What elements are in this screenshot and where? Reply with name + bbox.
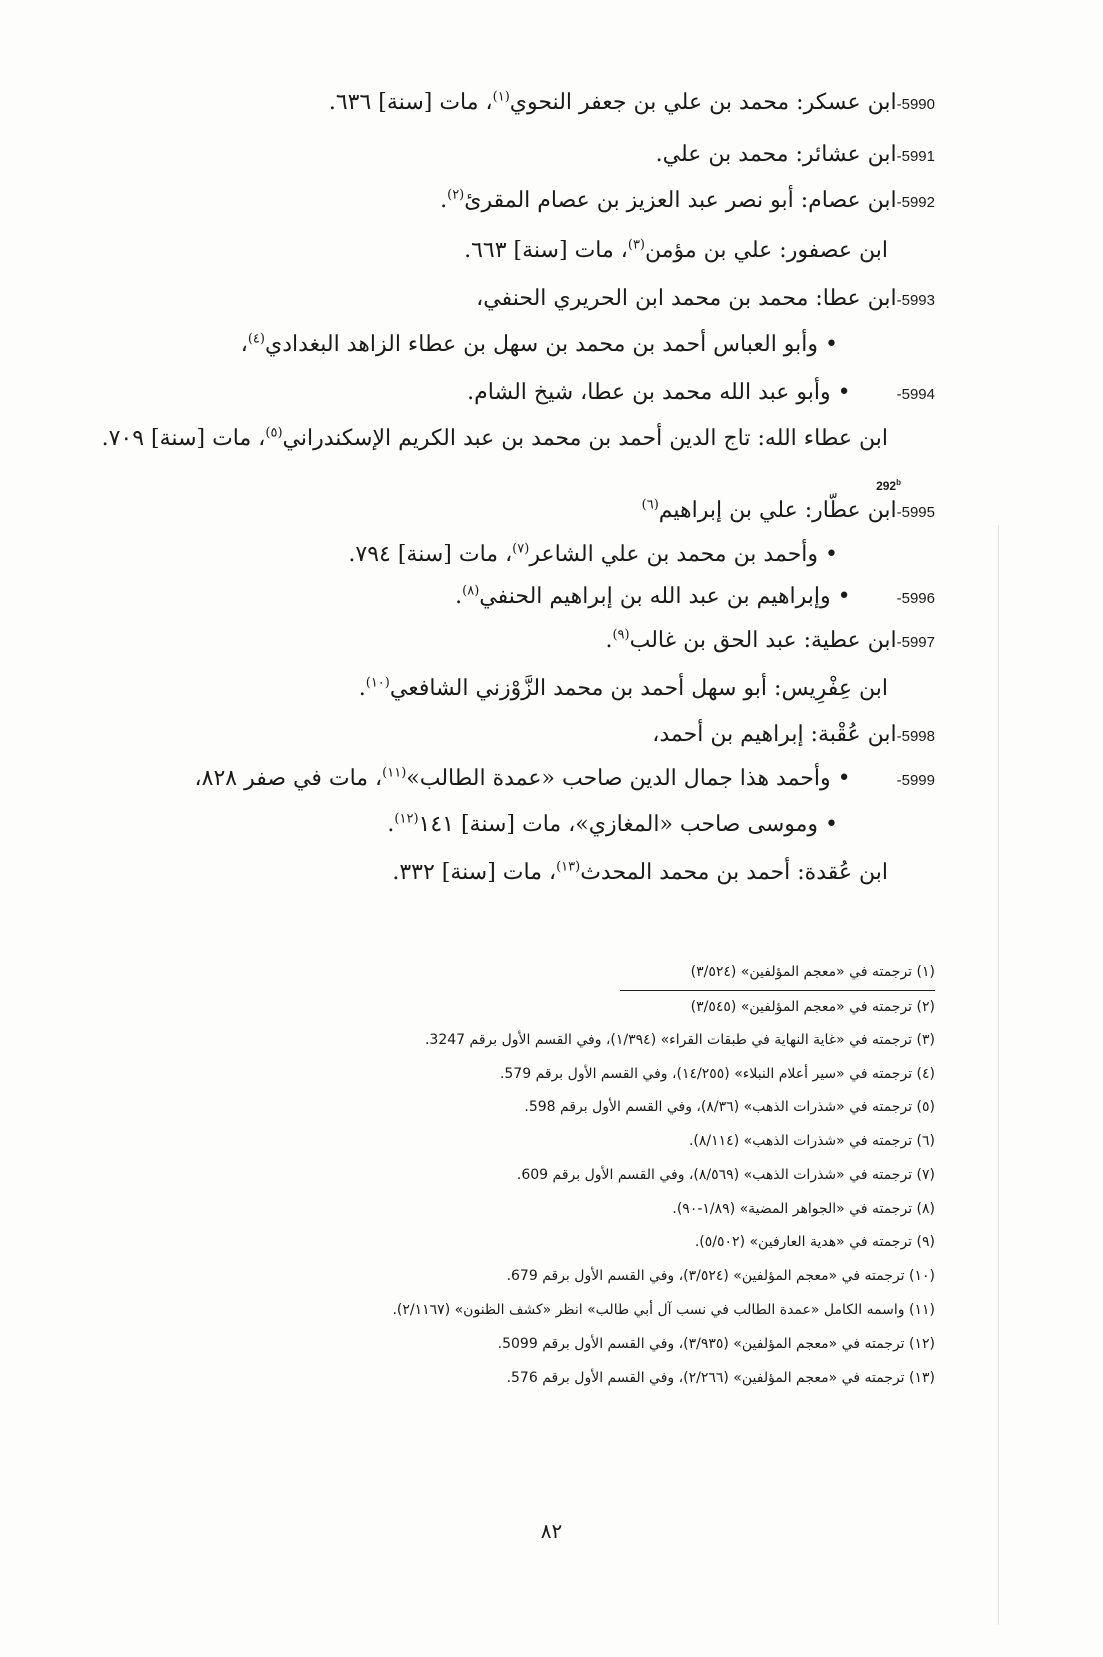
footnote-reference: (١٠) — [365, 675, 390, 691]
footnote-reference: (١) — [492, 89, 510, 105]
entry-text: ابن عطا: محمد بن محمد ابن الحريري الحنفي، — [476, 286, 897, 311]
entry — [642, 496, 935, 528]
entry-number: 5991- — [896, 148, 935, 165]
entry-text: • وأبو العباس أحمد بن محمد بن سهل بن عطاء الزاهد البغدادي — [264, 332, 838, 357]
page-number: ٨٢ — [540, 1519, 563, 1543]
footnote-reference: (٨) — [462, 583, 480, 599]
footnote: (٢) ترجمته في «معجم المؤلفين» (٣/٥٤٥) — [690, 999, 935, 1015]
entry-text: ابن عطّار: علي بن إبراهيم — [658, 498, 897, 523]
entry — [359, 674, 888, 704]
footnote-separator — [620, 990, 935, 991]
entry-text: ابن عُقدة: أحمد بن محمد المحدث — [580, 860, 888, 885]
footnote-reference: (٧) — [512, 541, 530, 557]
footnote-reference: (٣) — [627, 237, 645, 253]
entry-text: ابن عصام: أبو نصر عبد العزيز بن عصام المقرئ — [464, 188, 897, 213]
entry-tail: . — [605, 628, 613, 653]
entry — [467, 378, 935, 410]
footnote: (٤) ترجمته في «سير أعلام النبلاء» (١٤/٢٥٥)، وفي القسم الأول برقم 579. — [499, 1066, 935, 1082]
entry-number: 5990- — [896, 96, 935, 113]
footnote: (٨) ترجمته في «الجواهر المضية» (١/٨٩-٩٠). — [672, 1201, 935, 1217]
entry-text: • وأحمد بن محمد بن علي الشاعر — [529, 542, 838, 567]
entry-tail: ، مات [سنة] ٣٣٢. — [392, 860, 557, 885]
entry-text: • وأحمد هذا جمال الدين صاحب «عمدة الطالب» — [406, 766, 851, 791]
footnote-reference: (٩) — [612, 627, 630, 643]
footnote-reference: (١٢) — [394, 811, 419, 827]
entry-text: ابن عطاء الله: تاج الدين أحمد بن محمد بن عبد الكريم الإسكندراني — [282, 426, 888, 451]
entry — [605, 626, 935, 658]
entry-tail: . — [455, 584, 463, 609]
entry-tail: ، مات [سنة] ٧٩٤. — [348, 542, 513, 567]
scan-edge-line — [998, 525, 999, 1625]
entry-number: 5995- — [896, 504, 935, 521]
entry — [455, 582, 935, 614]
entry-text: • وإبراهيم بن عبد الله بن إبراهيم الحنفي — [479, 584, 851, 609]
footnote: (٥) ترجمته في «شذرات الذهب» (٨/٣٦)، وفي القسم الأول برقم 598. — [524, 1099, 935, 1115]
entry-number: 5992- — [896, 194, 935, 211]
footnote: (١٠) ترجمته في «معجم المؤلفين» (٣/٥٢٤)، وفي القسم الأول برقم 679. — [506, 1268, 935, 1284]
footnote: (٧) ترجمته في «شذرات الذهب» (٨/٥٦٩)، وفي القسم الأول برقم 609. — [516, 1167, 935, 1183]
entry-text: ابن عطية: عبد الحق بن غالب — [629, 628, 897, 653]
entry-number: 5996- — [896, 590, 935, 607]
footnote: (٣) ترجمته في «غاية النهاية في طبقات القراء» (١/٣٩٤)، وفي القسم الأول برقم 3247. — [424, 1032, 935, 1048]
entry — [348, 540, 838, 570]
entry-tail: ، مات [سنة] ٦٦٣. — [464, 238, 628, 263]
footnote-reference: (١١) — [382, 765, 407, 781]
entry-text: ابن عسكر: محمد بن علي بن جعفر النحوي — [509, 90, 897, 115]
footnote: (١٣) ترجمته في «معجم المؤلفين» (٢/٢٦٦)، وفي القسم الأول برقم 576. — [506, 1370, 935, 1386]
footnote: (١١) واسمه الكامل «عمدة الطالب في نسب آل أبي طالب» انظر «كشف الظنون» (٢/١١٦٧). — [392, 1302, 935, 1318]
entry-tail: ، مات [سنة] ٧٠٩. — [101, 426, 266, 451]
manuscript-folio-marker: 292$^b$ — [876, 478, 901, 493]
entry — [102, 424, 888, 454]
entry-text: ابن عِفْرِيس: أبو سهل أحمد بن محمد الزَّوْزني الشافعي — [389, 676, 888, 701]
entry — [652, 720, 935, 752]
entry — [476, 284, 935, 316]
entry — [329, 88, 935, 120]
entry-number: 5997- — [896, 634, 935, 651]
entry-number: 5993- — [896, 292, 935, 309]
entry-text: ابن عشائر: محمد بن علي. — [655, 142, 897, 167]
entry-tail: ، مات في صفر ٨٢٨، — [194, 766, 383, 791]
footnote: (١٢) ترجمته في «معجم المؤلفين» (٣/٩٣٥)، وفي القسم الأول برقم 5099. — [497, 1336, 935, 1352]
entry — [464, 236, 888, 266]
entry — [392, 858, 888, 888]
entry-tail: . — [387, 812, 395, 837]
entry — [440, 186, 935, 218]
entry — [656, 140, 935, 172]
entry-tail: . — [440, 188, 448, 213]
entry-number: 5998- — [896, 728, 935, 745]
entry-tail: . — [358, 676, 366, 701]
entry-text: • وموسى صاحب «المغازي»، مات [سنة] ١٤١ — [418, 812, 838, 837]
entry-text: ابن عُقْبة: إبراهيم بن أحمد، — [652, 722, 897, 747]
entry — [387, 810, 838, 840]
footnote-reference: (٤) — [247, 331, 265, 347]
entry-text: • وأبو عبد الله محمد بن عطا، شيخ الشام. — [467, 380, 851, 405]
entry-tail: ، مات [سنة] ٦٣٦. — [328, 90, 493, 115]
footnote: (٩) ترجمته في «هدية العارفين» (٥/٥٠٢). — [694, 1234, 935, 1250]
entry-tail: ، — [240, 332, 248, 357]
footnote-reference: (٢) — [447, 187, 465, 203]
footnote: (٦) ترجمته في «شذرات الذهب» (٨/١١٤). — [688, 1133, 935, 1149]
entry — [195, 764, 935, 796]
footnote-reference: (٥) — [265, 425, 283, 441]
entry-number: 5994- — [896, 386, 935, 403]
entry — [241, 330, 838, 360]
footnote-reference: (١٣) — [556, 859, 581, 875]
footnote: (١) ترجمته في «معجم المؤلفين» (٣/٥٢٤) — [690, 964, 935, 980]
entry-number: 5999- — [896, 772, 935, 789]
entry-text: ابن عصفور: علي بن مؤمن — [645, 238, 888, 263]
footnote-reference: (٦) — [641, 497, 659, 513]
